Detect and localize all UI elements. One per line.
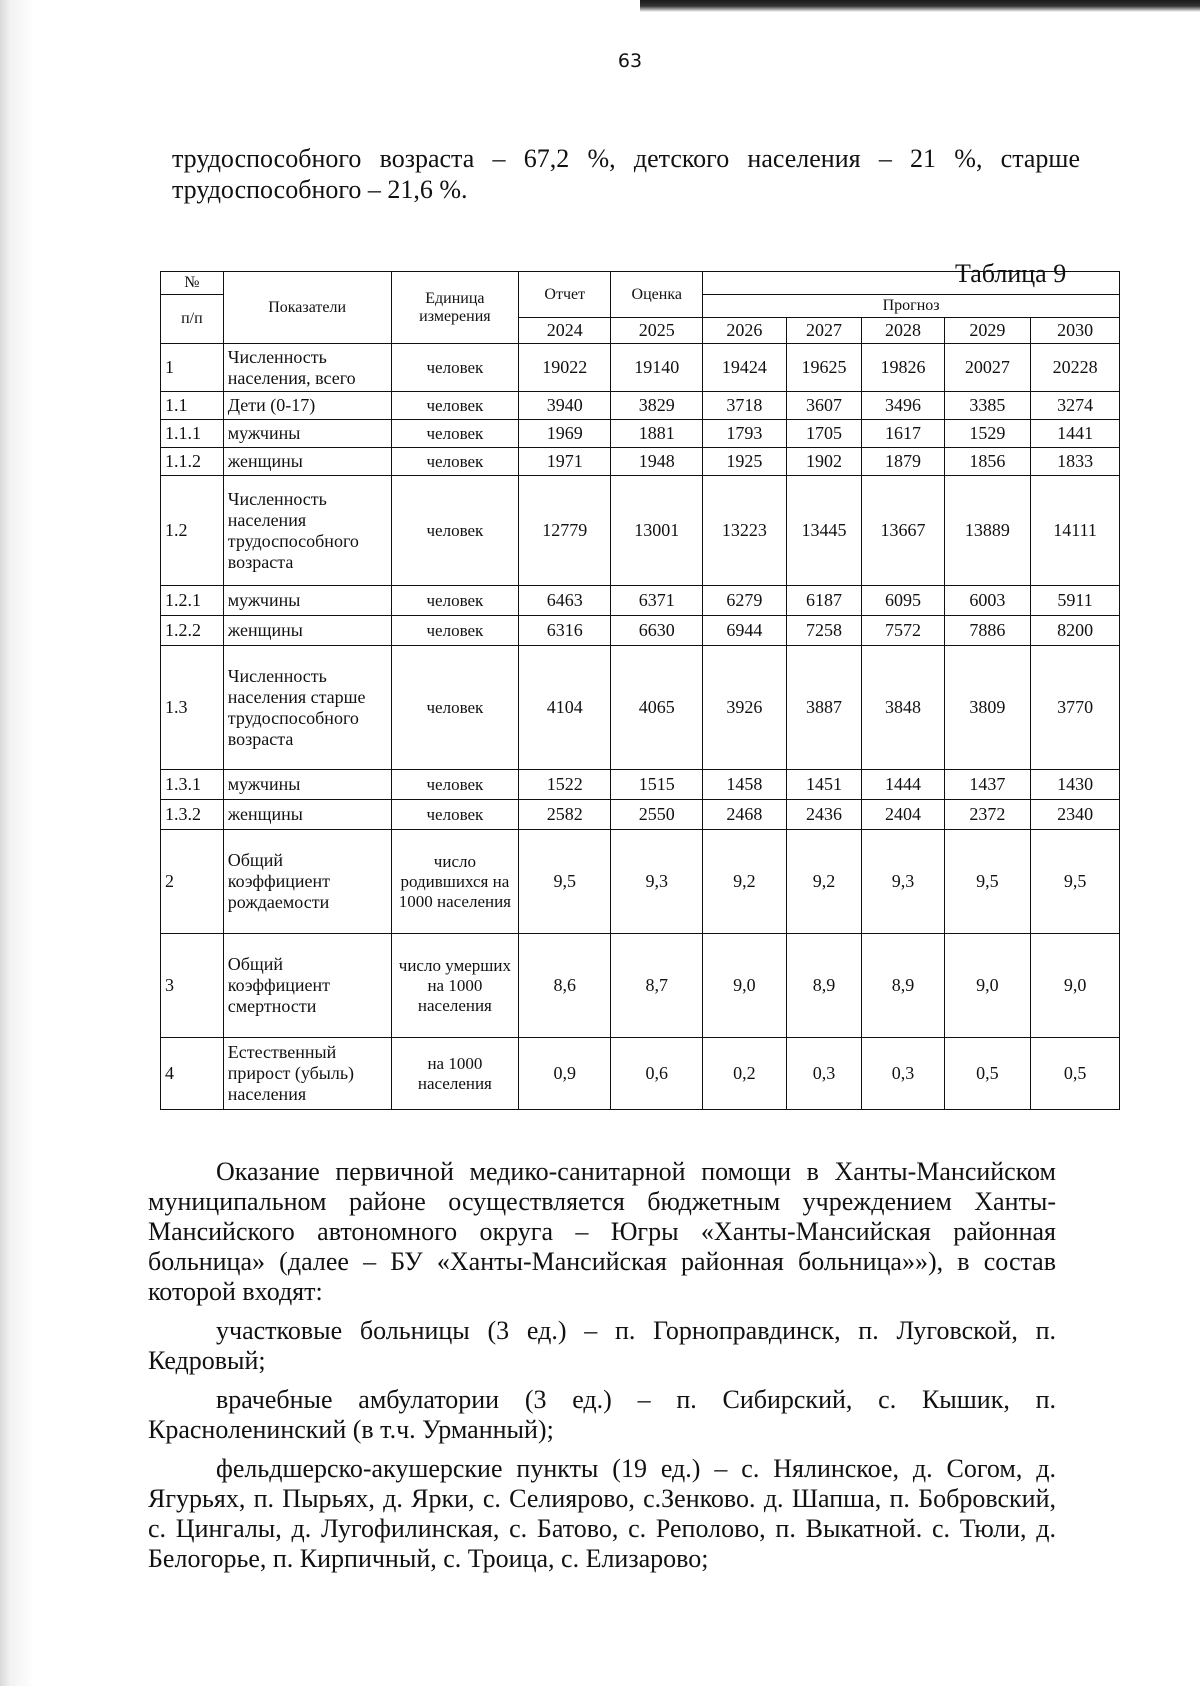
cell-value: 1925 — [703, 448, 786, 476]
row-unit: человек — [391, 646, 519, 770]
row-number: 1 — [161, 344, 224, 392]
year-header: 2027 — [786, 318, 862, 344]
row-unit: человек — [391, 344, 519, 392]
row-indicator: Естественный прирост (убыль) населения — [223, 1038, 391, 1110]
cell-value: 2404 — [862, 800, 944, 830]
paragraph: фельдшерско-акушерские пункты (19 ед.) – с. Нялинское, д. Согом, д. Ягурьях, п. Пырьях, д. Ярки, с. Селиярово, с.Зенково. д. Шапша, п. Бобровский, с. Цингалы, д. Лугофилинская, с. Батово, с. Реполово, п. Выкатной. с. Тюли, д. Белогорье, п. Кирпичный, с. Троица, с. Елизарово; — [148, 1454, 1056, 1573]
row-number: 1.1 — [161, 392, 224, 420]
year-header: 2025 — [611, 318, 703, 344]
table-row — [161, 770, 1120, 800]
cell-value: 1902 — [786, 448, 862, 476]
row-unit: человек — [391, 476, 519, 586]
row-number: 2 — [161, 830, 224, 934]
cell-value: 6316 — [519, 616, 611, 646]
cell-value: 3274 — [1031, 392, 1120, 420]
cell-value: 9,3 — [611, 830, 703, 934]
year-header: 2024 — [519, 318, 611, 344]
cell-value: 1617 — [862, 420, 944, 448]
cell-value: 1969 — [519, 420, 611, 448]
cell-value: 9,2 — [786, 830, 862, 934]
cell-value: 0,2 — [703, 1038, 786, 1110]
cell-value: 1879 — [862, 448, 944, 476]
cell-value: 20228 — [1031, 344, 1120, 392]
header-no-bottom: п/п — [161, 295, 224, 344]
row-unit: человек — [391, 800, 519, 830]
cell-value: 1441 — [1031, 420, 1120, 448]
row-unit: на 1000 населения — [391, 1038, 519, 1110]
cell-value: 13667 — [862, 476, 944, 586]
cell-value: 1971 — [519, 448, 611, 476]
cell-value: 7886 — [944, 616, 1031, 646]
cell-value: 3887 — [786, 646, 862, 770]
row-number: 1.3 — [161, 646, 224, 770]
cell-value: 0,5 — [944, 1038, 1031, 1110]
header-no-top: № — [161, 272, 224, 295]
cell-value: 6371 — [611, 586, 703, 616]
row-indicator: Общий коэффициент рождаемости — [223, 830, 391, 934]
cell-value: 1430 — [1031, 770, 1120, 800]
cell-value: 19424 — [703, 344, 786, 392]
cell-value: 2340 — [1031, 800, 1120, 830]
paragraph: участковые больницы (3 ед.) – п. Горноправдинск, п. Луговской, п. Кедровый; — [148, 1316, 1056, 1375]
cell-value: 19022 — [519, 344, 611, 392]
cell-value: 1856 — [944, 448, 1031, 476]
row-indicator: мужчины — [223, 420, 391, 448]
cell-value: 3385 — [944, 392, 1031, 420]
cell-value: 3607 — [786, 392, 862, 420]
cell-value: 7258 — [786, 616, 862, 646]
table-row — [161, 616, 1120, 646]
row-indicator: Дети (0-17) — [223, 392, 391, 420]
table-row — [161, 476, 1120, 586]
row-indicator: мужчины — [223, 770, 391, 800]
table-row — [161, 1038, 1120, 1110]
table-row — [161, 830, 1120, 934]
cell-value: 1833 — [1031, 448, 1120, 476]
row-unit: человек — [391, 616, 519, 646]
cell-value: 0,9 — [519, 1038, 611, 1110]
row-number: 1.1.1 — [161, 420, 224, 448]
cell-value: 13001 — [611, 476, 703, 586]
cell-value: 8,9 — [862, 934, 944, 1038]
row-number: 4 — [161, 1038, 224, 1110]
cell-value: 9,5 — [944, 830, 1031, 934]
cell-value: 3496 — [862, 392, 944, 420]
cell-value: 13445 — [786, 476, 862, 586]
cell-value: 2468 — [703, 800, 786, 830]
data-table — [160, 271, 1120, 1110]
cell-value: 9,3 — [862, 830, 944, 934]
cell-value: 19826 — [862, 344, 944, 392]
cell-value: 3926 — [703, 646, 786, 770]
header-indicator: Показатели — [223, 272, 391, 344]
table-row — [161, 646, 1120, 770]
row-indicator: Общий коэффициент смертности — [223, 934, 391, 1038]
cell-value: 3770 — [1031, 646, 1120, 770]
year-header: 2028 — [862, 318, 944, 344]
paragraph: Оказание первичной медико-санитарной помощи в Ханты-Мансийском муниципальном районе осуществляется бюджетным учреждением Ханты-Мансийского автономного округа – Югры «Ханты-Мансийская районная больница» (далее – БУ «Ханты-Мансийская районная больница»»), в состав которой входят: — [148, 1157, 1056, 1306]
row-number: 1.2.1 — [161, 586, 224, 616]
intro-paragraph: трудоспособного возраста – 67,2 %, детского населения – 21 %, старше трудоспособного – 21,6 %. — [172, 144, 1080, 204]
cell-value: 8200 — [1031, 616, 1120, 646]
cell-value: 2582 — [519, 800, 611, 830]
cell-value: 9,5 — [1031, 830, 1120, 934]
row-unit: человек — [391, 586, 519, 616]
cell-value: 2372 — [944, 800, 1031, 830]
cell-value: 4065 — [611, 646, 703, 770]
cell-value: 1793 — [703, 420, 786, 448]
table-row — [161, 934, 1120, 1038]
row-indicator: женщины — [223, 448, 391, 476]
row-indicator: мужчины — [223, 586, 391, 616]
cell-value: 6003 — [944, 586, 1031, 616]
cell-value: 1515 — [611, 770, 703, 800]
table-caption: Таблица 9 — [955, 259, 1067, 288]
cell-value: 6463 — [519, 586, 611, 616]
cell-value: 1705 — [786, 420, 862, 448]
header-unit: Единица измерения — [391, 272, 519, 344]
cell-value: 1948 — [611, 448, 703, 476]
cell-value: 0,3 — [862, 1038, 944, 1110]
cell-value: 2550 — [611, 800, 703, 830]
cell-value: 9,0 — [1031, 934, 1120, 1038]
row-indicator: Численность населения старше трудоспособного возраста — [223, 646, 391, 770]
row-number: 1.1.2 — [161, 448, 224, 476]
cell-value: 1451 — [786, 770, 862, 800]
cell-value: 6944 — [703, 616, 786, 646]
row-number: 1.2.2 — [161, 616, 224, 646]
scan-edge-top — [640, 0, 1200, 12]
row-unit: человек — [391, 448, 519, 476]
row-number: 1.3.1 — [161, 770, 224, 800]
row-number: 1.2 — [161, 476, 224, 586]
cell-value: 9,2 — [703, 830, 786, 934]
row-indicator: Численность населения трудоспособного возраста — [223, 476, 391, 586]
table-row — [161, 344, 1120, 392]
row-indicator: Численность населения, всего — [223, 344, 391, 392]
cell-value: 6095 — [862, 586, 944, 616]
row-unit: человек — [391, 770, 519, 800]
body-text — [148, 1157, 1056, 1583]
cell-value: 13223 — [703, 476, 786, 586]
cell-value: 7572 — [862, 616, 944, 646]
header-estimate: Оценка — [611, 272, 703, 318]
cell-value: 1522 — [519, 770, 611, 800]
cell-value: 1529 — [944, 420, 1031, 448]
cell-value: 1458 — [703, 770, 786, 800]
paragraph: врачебные амбулатории (3 ед.) – п. Сибирский, с. Кышик, п. Красноленинский (в т.ч. Урманный); — [148, 1385, 1056, 1444]
cell-value: 1881 — [611, 420, 703, 448]
cell-value: 12779 — [519, 476, 611, 586]
cell-value: 8,7 — [611, 934, 703, 1038]
cell-value: 9,5 — [519, 830, 611, 934]
table-row — [161, 448, 1120, 476]
cell-value: 8,6 — [519, 934, 611, 1038]
cell-value: 3848 — [862, 646, 944, 770]
cell-value: 8,9 — [786, 934, 862, 1038]
row-unit: человек — [391, 392, 519, 420]
row-indicator: женщины — [223, 800, 391, 830]
header-report: Отчет — [519, 272, 611, 318]
row-indicator: женщины — [223, 616, 391, 646]
page-number: 63 — [617, 50, 643, 72]
cell-value: 2436 — [786, 800, 862, 830]
year-header: 2026 — [703, 318, 786, 344]
cell-value: 5911 — [1031, 586, 1120, 616]
table-row — [161, 586, 1120, 616]
row-number: 3 — [161, 934, 224, 1038]
row-unit: человек — [391, 420, 519, 448]
cell-value: 9,0 — [703, 934, 786, 1038]
cell-value: 9,0 — [944, 934, 1031, 1038]
cell-value: 1444 — [862, 770, 944, 800]
cell-value: 4104 — [519, 646, 611, 770]
table-row — [161, 420, 1120, 448]
table-row — [161, 392, 1120, 420]
cell-value: 6630 — [611, 616, 703, 646]
year-header: 2029 — [944, 318, 1031, 344]
cell-value: 3809 — [944, 646, 1031, 770]
cell-value: 3940 — [519, 392, 611, 420]
cell-value: 13889 — [944, 476, 1031, 586]
row-unit: число умерших на 1000 населения — [391, 934, 519, 1038]
cell-value: 0,3 — [786, 1038, 862, 1110]
row-unit: число родившихся на 1000 населения — [391, 830, 519, 934]
table-row — [161, 800, 1120, 830]
cell-value: 3718 — [703, 392, 786, 420]
cell-value: 14111 — [1031, 476, 1120, 586]
row-number: 1.3.2 — [161, 800, 224, 830]
cell-value: 19625 — [786, 344, 862, 392]
cell-value: 20027 — [944, 344, 1031, 392]
year-header: 2030 — [1031, 318, 1120, 344]
header-forecast: Прогноз — [703, 295, 1120, 318]
cell-value: 0,5 — [1031, 1038, 1120, 1110]
cell-value: 0,6 — [611, 1038, 703, 1110]
cell-value: 6187 — [786, 586, 862, 616]
scan-edge-left — [0, 0, 34, 1686]
cell-value: 6279 — [703, 586, 786, 616]
cell-value: 1437 — [944, 770, 1031, 800]
cell-value: 3829 — [611, 392, 703, 420]
header-forecast-top — [703, 272, 1120, 295]
cell-value: 19140 — [611, 344, 703, 392]
